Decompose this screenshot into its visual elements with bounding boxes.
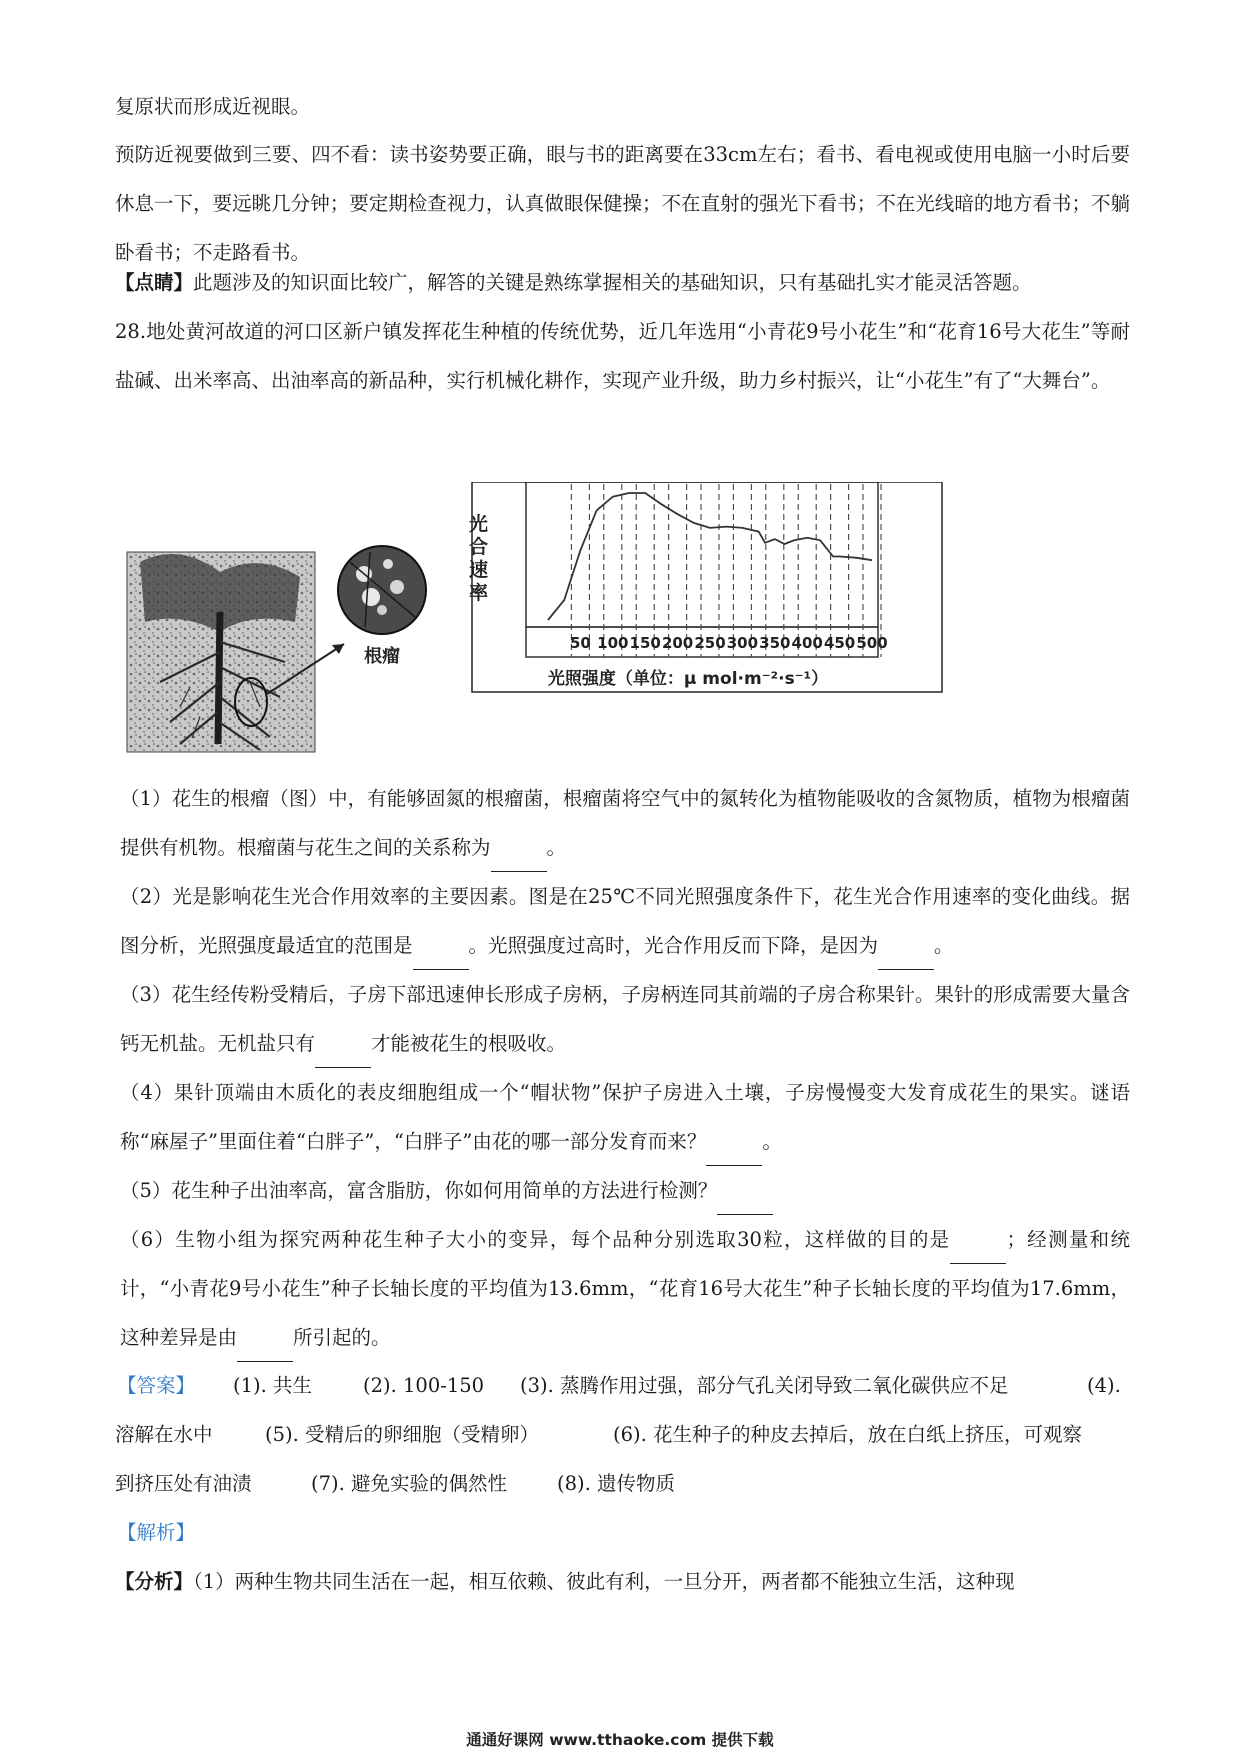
question-6 [120,1215,1130,1362]
answer-blank[interactable] [878,948,934,970]
answer-4: 溶解在水中 [115,1423,213,1446]
answer-2: (2). 100-150 [363,1374,485,1397]
question-3 [120,970,1130,1068]
question-1-end: 。 [546,836,567,859]
question-2-text: （2）光是影响花生光合作用效率的主要因素。图是在25℃不同光照强度条件下，花生光合作用速率的变化曲线。据图分析，光照强度最适宜的范围是 [120,885,1130,957]
x-tick-label: 50 [569,634,591,652]
question-5-text: （5）花生种子出油率高，富含脂肪，你如何用简单的方法进行检测？ [120,1179,718,1202]
x-tick-label: 500 [856,634,888,652]
x-tick-label: 350 [759,634,791,652]
paragraph-myopia-prevention: 预防近视要做到三要、四不看：读书姿势要正确，眼与书的距离要在33cm左右；看书、看电视或使用电脑一小时后要休息一下，要远眺几分钟；要定期检查视力，认真做眼保健操；不在直射的强光下看书；不在光线暗的地方看书；不躺卧看书；不走路看书。 [115,143,1130,264]
analysis-paragraph [115,1557,1130,1606]
root-nodule-label: 根瘤 [364,646,400,667]
answer-tag: 【答案】 [117,1374,196,1397]
analysis-tag: 【解析】 [117,1521,196,1544]
question-1-text: （1）花生的根瘤（图）中，有能够固氮的根瘤菌，根瘤菌将空气中的氮转化为植物能吸收的含氮物质，植物为根瘤菌提供有机物。根瘤菌与花生之间的关系称为 [120,787,1130,859]
question-6-text-b: ；经测量和统计，“小青花9号小花生”种子长轴长度的平均值为13.6mm，“花育16号大花生”种子长轴长度的平均值为17.6mm，这种差异是由 [120,1228,1130,1349]
question-3-end: 才能被花生的根吸收。 [371,1032,567,1055]
answer-blank[interactable] [491,850,547,872]
answer-7: (7). 避免实验的偶然性 [311,1472,508,1495]
question-5 [120,1166,1130,1215]
x-tick-label: 250 [694,634,726,652]
chart-grid [571,484,881,657]
x-tick-label: 200 [661,634,694,652]
answer-blank[interactable] [237,1340,293,1362]
dianjing-tag: 【点睛】 [115,271,194,294]
answer-blank[interactable] [950,1242,1006,1264]
question-6-end: 所引起的。 [293,1326,391,1349]
question-3-text: （3）花生经传粉受精后，子房下部迅速伸长形成子房柄，子房柄连同其前端的子房合称果针。果针的形成需要大量含钙无机盐。无机盐只有 [120,983,1130,1055]
page-footer: 通通好课网 www.tthaoke.com 提供下载 [466,1731,774,1749]
x-tick-label: 300 [726,634,759,652]
paragraph-dianjing [115,258,1130,307]
answer-6-cont: 到挤压处有油渍 [115,1472,252,1495]
answer-4-number: (4). [1087,1374,1121,1397]
fenxi-tag: 【分析】 [115,1570,194,1593]
answer-5: (5). 受精后的卵细胞（受精卵） [265,1423,540,1446]
question-4-end: 。 [762,1130,782,1153]
question-28-intro: 28.地处黄河故道的河口区新户镇发挥花生种植的传统优势，近几年选用“小青花9号小花生”和“花育16号大花生”等耐盐碱、出米率高、出油率高的新品种，实行机械化耕作，实现产业升级，助力乡村振兴，让“小花生”有了“大舞台”。 [115,320,1130,392]
answer-blank[interactable] [706,1144,762,1166]
x-tick-label: 100 [597,634,629,652]
question-4 [120,1068,1130,1166]
answer-blank[interactable] [413,948,469,970]
question-2-text-b: 。光照强度过高时，光合作用反而下降，是因为 [468,934,879,957]
x-tick-label: 150 [629,634,661,652]
question-4-text: （4）果针顶端由木质化的表皮细胞组成一个“帽状物”保护子房进入土壤，子房慢慢变大发育成花生的果实。谜语称“麻屋子”里面住着“白胖子”，“白胖子”由花的哪一部分发育而来？ [120,1081,1130,1153]
answer-8: (8). 遗传物质 [557,1472,676,1495]
x-tick-label: 450 [823,634,856,652]
answer-1: (1). 共生 [233,1374,313,1397]
peanut-root-photo [127,552,315,752]
answer-blank[interactable] [717,1193,773,1215]
photosynthesis-curve [548,493,872,620]
question-6-text: （6）生物小组为探究两种花生种子大小的变异，每个品种分别选取30粒，这样做的目的是 [120,1228,951,1251]
chart-xlabel: 光照强度（单位：μ mol·m⁻²·s⁻¹） [547,669,829,689]
figure [120,482,950,774]
fenxi-text: （1）两种生物共同生活在一起，相互依赖、彼此有利，一旦分开，两者都不能独立生活，这种现 [193,1570,1015,1593]
answer-3: (3). 蒸腾作用过强，部分气孔关闭导致二氧化碳供应不足 [520,1374,1009,1397]
root-nodule-zoom [338,546,426,634]
answer-6: (6). 花生种子的种皮去掉后，放在白纸上挤压，可观察 [613,1423,1083,1446]
answer-blank[interactable] [315,1046,371,1068]
question-2 [120,872,1130,970]
photosynthesis-chart [469,482,942,692]
chart-outer-frame [472,482,942,692]
chart-ylabel: 光合速率 [469,513,489,604]
paragraph-myopia-end: 复原状而形成近视眼。 [115,95,311,118]
question-2-end: 。 [934,934,954,957]
question-1 [120,774,1130,872]
chart-x-ticks [570,634,888,652]
x-tick-label: 400 [791,634,823,652]
dianjing-text: 此题涉及的知识面比较广，解答的关键是熟练掌握相关的基础知识，只有基础扎实才能灵活答题。 [193,271,1032,294]
